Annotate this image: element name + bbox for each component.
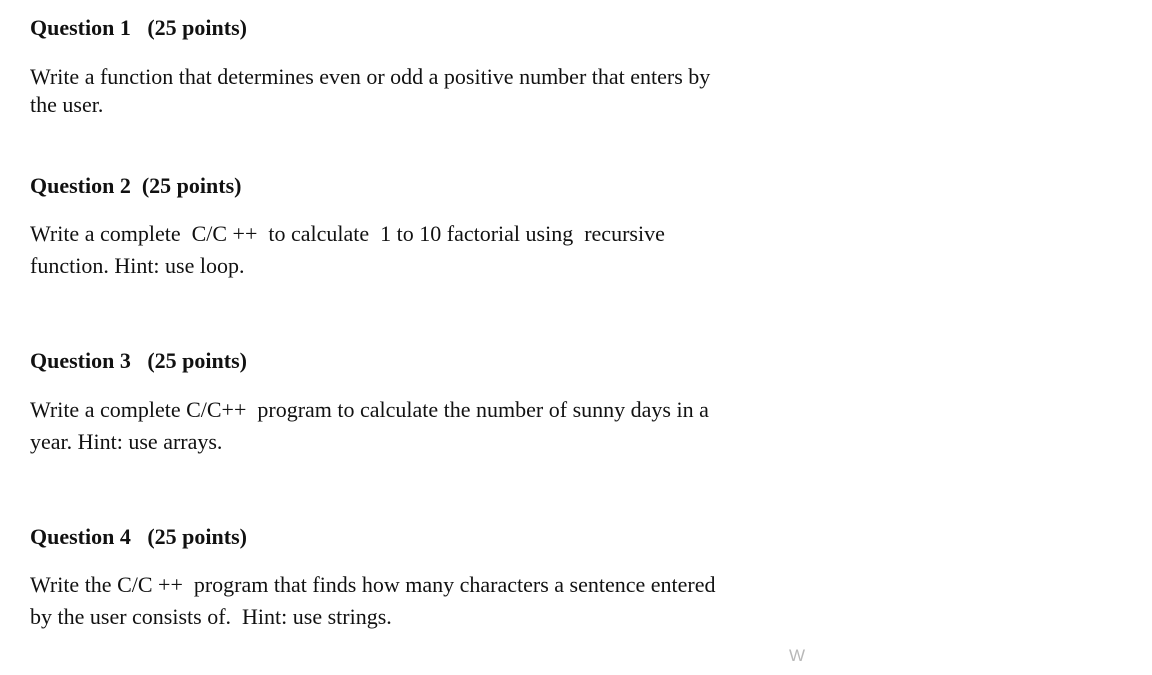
question-4-heading: Question 4 (25 points): [30, 524, 247, 549]
question-3-line-2: year. Hint: use arrays.: [30, 429, 223, 454]
question-3-heading: Question 3 (25 points): [30, 348, 247, 373]
question-3-line-1: Write a complete C/C++ program to calculate the number of sunny days in a: [30, 397, 709, 422]
question-1-line-1: Write a function that determines even or odd a positive number that enters by: [30, 64, 711, 89]
question-4-line-1: Write the C/C ++ program that finds how many characters a sentence entered: [30, 572, 716, 597]
watermark-logo: W: [789, 646, 806, 665]
question-2-line-1: Write a complete C/C ++ to calculate 1 to 10 factorial using recursive: [30, 221, 665, 246]
question-2-heading: Question 2 (25 points): [30, 173, 242, 198]
question-4-line-2: by the user consists of. Hint: use strings.: [30, 604, 392, 629]
question-1-heading: Question 1 (25 points): [30, 15, 247, 40]
question-1-line-2: the user.: [30, 92, 104, 117]
question-2-line-2: function. Hint: use loop.: [30, 253, 245, 278]
